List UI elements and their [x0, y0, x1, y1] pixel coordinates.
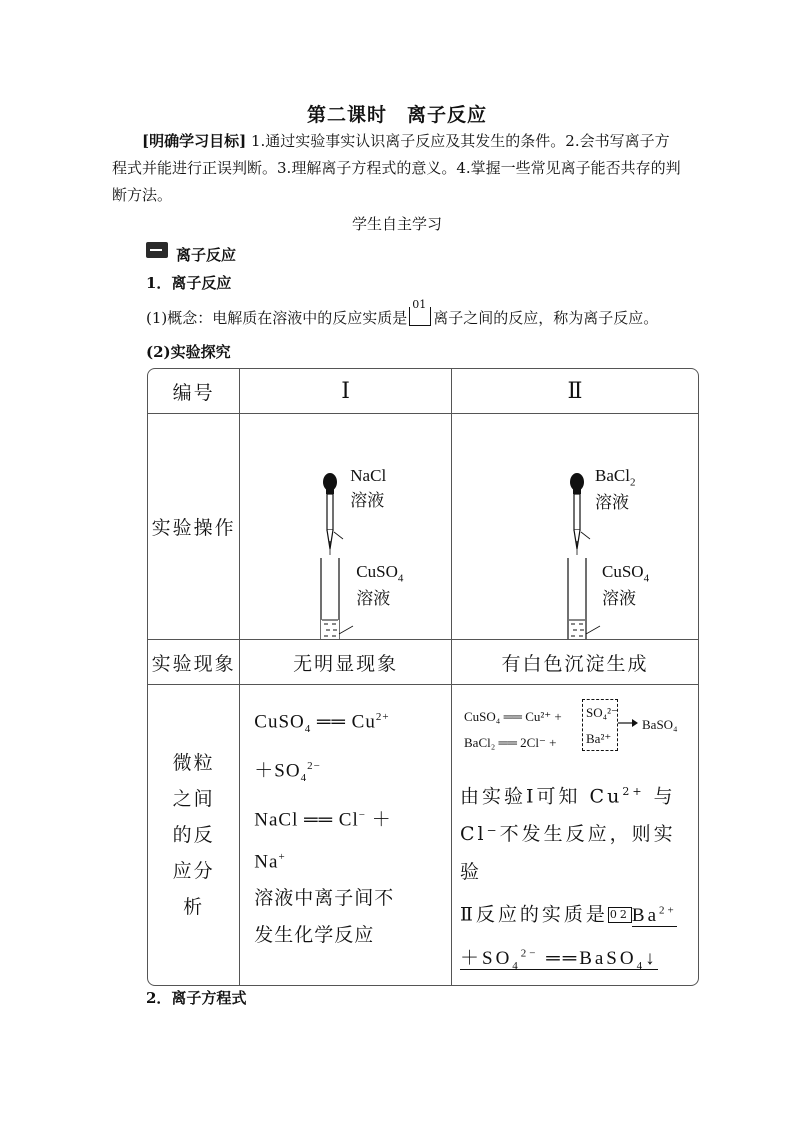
answer-02-part2: $+SO_4^{2-}$ ══BaSO$_4$↓ [460, 947, 658, 972]
scheme-row-2: BaCl₂ ══ 2Cl⁻ + [464, 735, 557, 750]
exp2-text-4 [460, 935, 690, 985]
learning-goals [112, 128, 684, 209]
exp1-eq1-cont: $+SO_4^{2-}$ [254, 760, 321, 785]
apparatus-exp2-illustration [452, 414, 698, 639]
scheme-product: BaSO₄ [642, 717, 678, 732]
exp2-reaction-scheme [460, 695, 690, 767]
exp2-explanation [460, 773, 690, 985]
arrow-right-icon [618, 717, 640, 729]
concept-suffix: 离子之间的反应，称为离子反应。 [433, 309, 659, 327]
goals-text: 1.通过实验事实认识离子反应及其发生的条件。2.会书写离子方程式并能进行正误判断。3.理解离子方程式的意义。4.掌握一些常见离子能否共存的判断方法。 [112, 132, 681, 204]
exp1-eq1: CuSO$_4$ ══ $Cu^{2+}$ [254, 711, 390, 736]
exp2-text-1: 由实验Ⅰ可知 $Cu^{2+}$ 与 [460, 785, 676, 808]
experiment-table [147, 368, 699, 986]
header-exp1: Ⅰ [240, 369, 452, 414]
exp2-text-3: Ⅱ反应的实质是 02 $Ba^{2+}$ [460, 903, 677, 926]
section-marker-icon [146, 242, 168, 258]
answer-number-02: 02 [609, 907, 630, 921]
heading-experiment: (2)实验探究 [146, 343, 231, 361]
exp1-conclusion-1: 溶液中离子间不 [254, 886, 395, 909]
analysis-label: 微粒之间的反应分析 [148, 685, 240, 985]
section-title: 离子反应 [176, 246, 237, 264]
apparatus-exp1-illustration [240, 414, 440, 639]
page-title: 第二课时 离子反应 [306, 104, 487, 126]
header-label: 编号 [148, 369, 240, 414]
goals-tag: [明确学习目标] [142, 132, 247, 150]
exp1-conclusion-2: 发生化学反应 [254, 923, 375, 946]
exp2-text-2: Cl⁻不发生反应，则实验 [460, 823, 676, 884]
fill-blank-01[interactable] [409, 298, 431, 326]
operation-label: 实验操作 [148, 414, 240, 640]
phenomenon-exp2: 有白色沉淀生成 [452, 640, 698, 685]
tube-label-exp1: CuSO$_4$ 溶液 [356, 562, 404, 609]
scheme-box-barium: Ba²⁺ [586, 731, 612, 746]
tube-label-exp2: CuSO$_4$ 溶液 [602, 562, 650, 609]
operation-exp2 [452, 414, 698, 640]
concept-paragraph [146, 298, 659, 328]
subheading: 学生自主学习 [351, 215, 442, 233]
heading-ionic-equation: 2．离子方程式 [146, 989, 247, 1007]
dropper-label-exp2: BaCl$_2$ 溶液 [595, 466, 636, 513]
answer-02-part1: $Ba^{2+}$ [631, 904, 677, 926]
heading-ionic-reaction: 1．离子反应 [146, 274, 232, 292]
phenomenon-label: 实验现象 [148, 640, 240, 685]
operation-exp1 [240, 414, 452, 640]
exp1-eq2: NaCl ══ Cl− ＋ [254, 809, 392, 831]
phenomenon-exp1: 无明显现象 [240, 640, 452, 685]
analysis-exp2 [452, 685, 698, 985]
analysis-exp1 [240, 685, 452, 985]
blank-number: 01 [412, 298, 427, 311]
exp1-eq2-cont: Na+ [254, 850, 286, 872]
dropper-label-exp1: NaCl 溶液 [350, 466, 387, 510]
scheme-box-sulfate: SO₄²⁻ [586, 705, 618, 720]
concept-prefix: (1)概念：电解质在溶液中的反应实质是 [146, 309, 408, 327]
scheme-row-1: CuSO₄ ══ Cu²⁺ + [464, 709, 562, 724]
header-exp2: Ⅱ [452, 369, 698, 414]
